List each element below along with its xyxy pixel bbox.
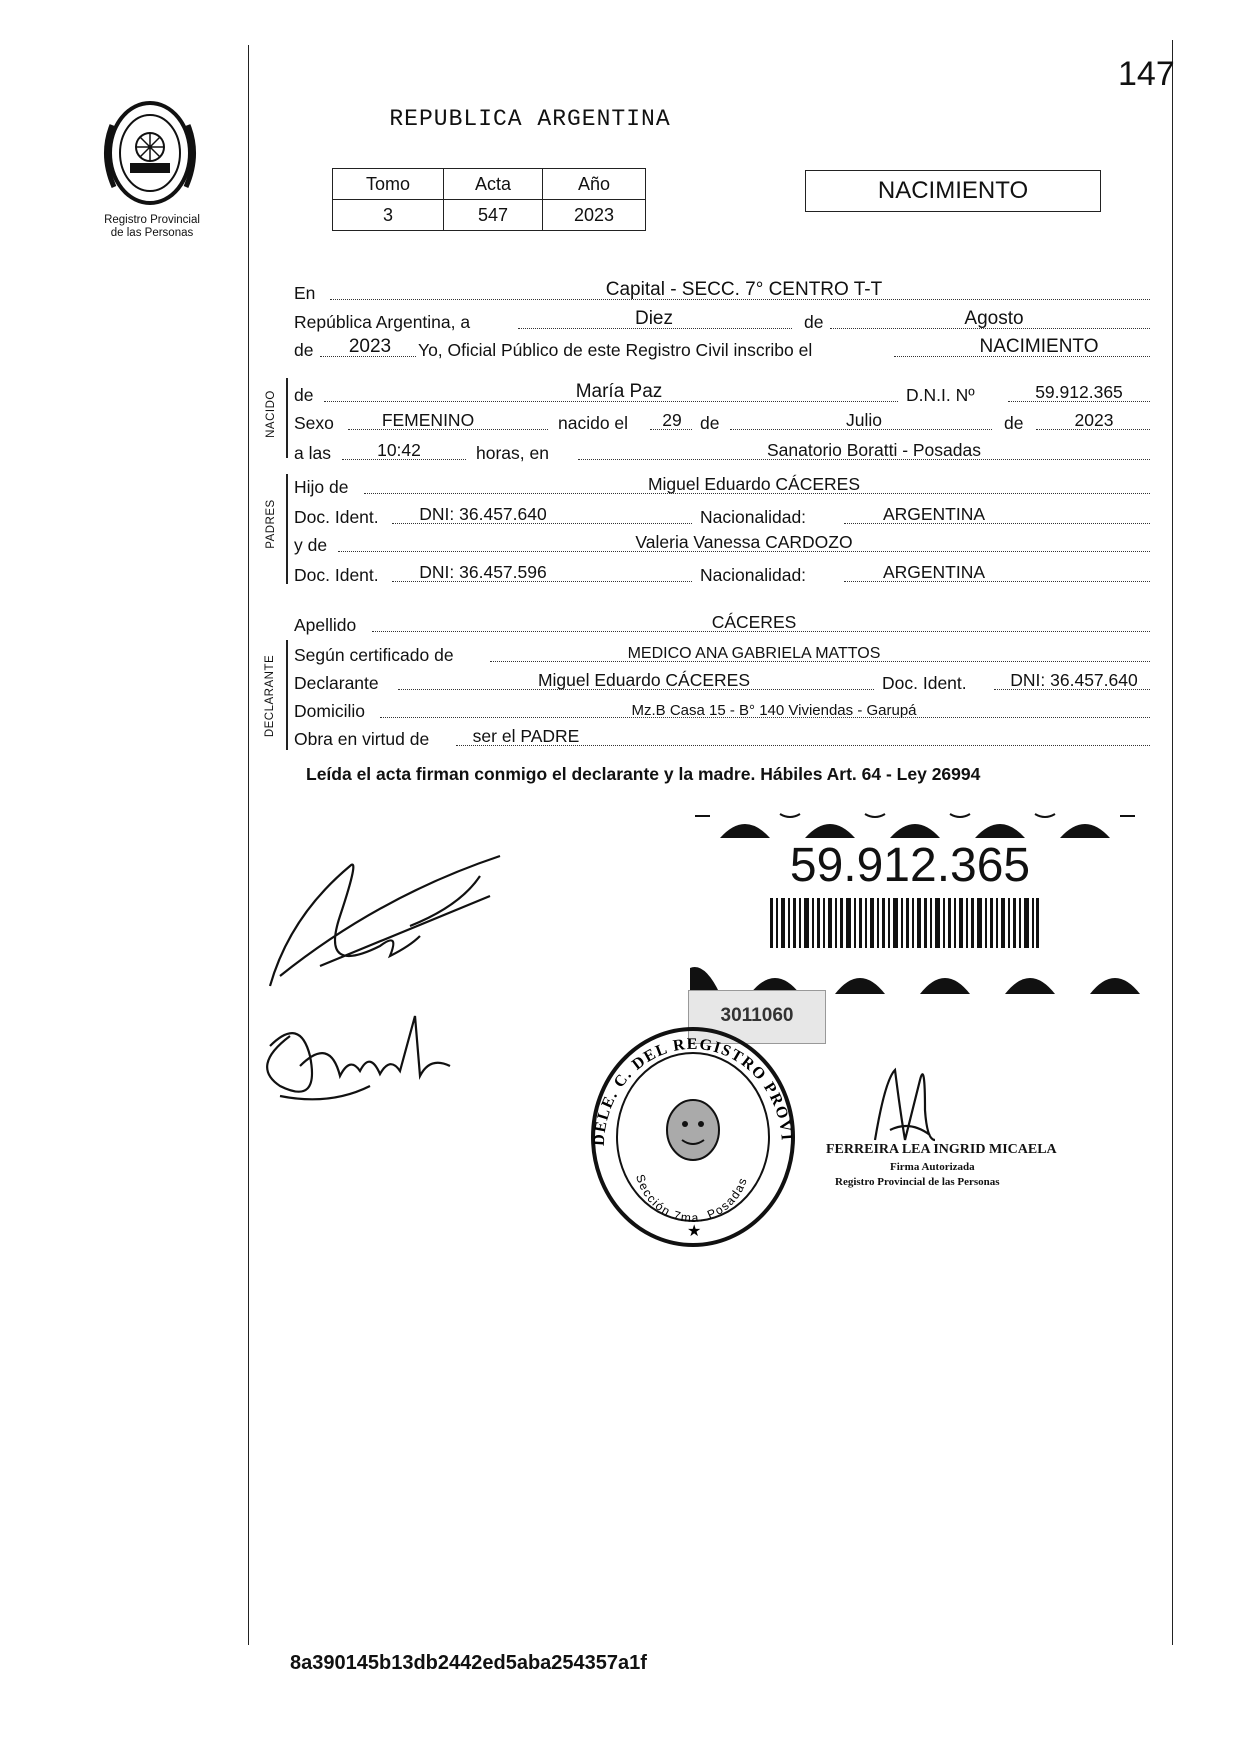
en-label: En <box>294 283 316 303</box>
row-y-de <box>294 530 1150 556</box>
left-margin-line <box>248 45 249 1645</box>
nacido-el-label: nacido el <box>558 413 629 433</box>
de-label: de <box>294 385 314 405</box>
nacido-time: 10:42 <box>377 440 421 460</box>
right-margin-line <box>1172 40 1173 1645</box>
declarante-value: Miguel Eduardo CÁCERES <box>537 670 751 690</box>
de-label: de <box>1004 413 1024 433</box>
declarant-signature <box>260 836 520 996</box>
record-box <box>332 168 646 231</box>
row-mother-doc <box>294 560 1150 586</box>
row-domicilio <box>294 696 1150 722</box>
row-nacido-sexo <box>294 408 1150 434</box>
registry-label-line1: Registro Provincial <box>104 214 200 226</box>
row-fecha-acta <box>294 307 1150 333</box>
barcode <box>770 898 1040 948</box>
domicilio-value: Mz.B Casa 15 - B° 140 Viviendas - Garupá <box>631 702 917 719</box>
obra-label: Obra en virtud de <box>294 729 430 749</box>
act-month-value: Agosto <box>964 308 1024 329</box>
row-obra <box>294 724 1150 750</box>
mother-signature <box>250 996 470 1116</box>
signatory-role: Firma Autorizada <box>890 1161 975 1173</box>
mother-nationality: ARGENTINA <box>882 562 986 582</box>
section-nacido-label: NACIDO <box>265 390 277 438</box>
nacionalidad-label: Nacionalidad: <box>700 565 807 585</box>
doc-ident-label: Doc. Ident. <box>294 507 379 527</box>
registry-label <box>84 214 220 240</box>
domicilio-label: Domicilio <box>294 701 365 721</box>
act-year-value: 2023 <box>348 336 392 357</box>
doc-ident-label: Doc. Ident. <box>882 673 967 693</box>
barcode-number: 59.912.365 <box>789 839 1031 892</box>
apellido-value: CÁCERES <box>711 612 797 632</box>
de-label: de <box>700 413 720 433</box>
security-pattern-bottom <box>690 958 1140 994</box>
father-doc: DNI: 36.457.640 <box>419 504 547 524</box>
page-number: 147 <box>1118 55 1175 93</box>
document-hash: 8a390145b13db2442ed5aba254357a1f <box>290 1652 647 1674</box>
signatory-name: FERREIRA LEA INGRID MICAELA <box>826 1142 1057 1157</box>
row-en <box>294 278 1150 304</box>
section-bracket <box>286 474 288 584</box>
official-signature <box>865 1040 955 1150</box>
inscribo-text: Yo, Oficial Público de este Registro Civil inscribo el <box>418 340 813 360</box>
obra-value: ser el PADRE <box>472 726 580 746</box>
acta-header: Acta <box>444 169 543 200</box>
row-declarante <box>294 668 1150 694</box>
doc-ident-label: Doc. Ident. <box>294 565 379 585</box>
reading-note: Leída el acta firman conmigo el declarante y la madre. Hábiles Art. 64 - Ley 26994 <box>306 764 981 784</box>
dni-label: D.N.I. Nº <box>906 385 975 405</box>
de-label: de <box>294 340 314 360</box>
row-inscribo <box>294 335 1150 361</box>
record-type-box: NACIMIENTO <box>805 170 1101 212</box>
declarante-label: Declarante <box>294 673 379 693</box>
section-bracket <box>286 378 288 458</box>
tomo-value: 3 <box>333 200 444 231</box>
country-title: REPUBLICA ARGENTINA <box>389 106 671 132</box>
mother-doc: DNI: 36.457.596 <box>419 562 547 582</box>
row-hijo-de <box>294 472 1150 498</box>
seal-outer-text: DELE. C. DEL REGISTRO PROVI <box>590 1035 795 1147</box>
security-pattern-top <box>690 810 1140 838</box>
republica-label: República Argentina, a <box>294 312 471 332</box>
act-day-value: Diez <box>634 308 673 329</box>
anio-header: Año <box>543 169 646 200</box>
acta-value: 547 <box>444 200 543 231</box>
row-nacido-nombre <box>294 380 1150 406</box>
certificado-value: MEDICO ANA GABRIELA MATTOS <box>627 645 881 662</box>
en-value: Capital - SECC. 7° CENTRO T-T <box>605 279 883 300</box>
nacido-month: Julio <box>846 410 882 430</box>
nacido-place: Sanatorio Boratti - Posadas <box>766 440 981 460</box>
y-de-label: y de <box>294 535 328 555</box>
nacido-year: 2023 <box>1074 410 1114 430</box>
nacido-sexo: FEMENINO <box>381 410 475 430</box>
nacido-day: 29 <box>662 410 682 430</box>
anio-value: 2023 <box>543 200 646 231</box>
declarante-doc: DNI: 36.457.640 <box>1010 670 1138 690</box>
registry-label-line2: de las Personas <box>110 227 194 239</box>
apellido-label: Apellido <box>294 615 357 635</box>
svg-text:Sección 7ma. Posadas <box>633 1173 750 1226</box>
row-certificado <box>294 640 1150 666</box>
a-las-label: a las <box>294 443 331 463</box>
horas-label: horas, en <box>476 443 549 463</box>
section-bracket <box>286 640 288 750</box>
father-name: Miguel Eduardo CÁCERES <box>647 474 861 494</box>
section-padres-label: PADRES <box>265 499 277 549</box>
official-seal <box>588 1026 798 1248</box>
row-nacido-hora <box>294 438 1150 464</box>
nacido-name: María Paz <box>575 381 663 402</box>
svg-text:★: ★ <box>687 1223 702 1240</box>
row-apellido <box>294 610 1150 636</box>
row-father-doc <box>294 502 1150 528</box>
mother-name: Valeria Vanessa CARDOZO <box>635 532 853 552</box>
de-label: de <box>804 312 824 332</box>
nacido-dni: 59.912.365 <box>1035 382 1123 402</box>
section-declarante-label: DECLARANTE <box>264 654 276 738</box>
hijo-de-label: Hijo de <box>294 477 349 497</box>
sexo-label: Sexo <box>294 413 334 433</box>
nacionalidad-label: Nacionalidad: <box>700 507 807 527</box>
father-nationality: ARGENTINA <box>882 504 986 524</box>
seal-inner-text: Sección 7ma. Posadas <box>632 1172 751 1226</box>
certificado-label: Según certificado de <box>294 645 454 665</box>
signatory-registry: Registro Provincial de las Personas <box>835 1176 1000 1188</box>
hologram-stamp-text: 3011060 <box>720 1005 794 1026</box>
inscribe-value: NACIMIENTO <box>979 336 1099 357</box>
tomo-header: Tomo <box>333 169 444 200</box>
